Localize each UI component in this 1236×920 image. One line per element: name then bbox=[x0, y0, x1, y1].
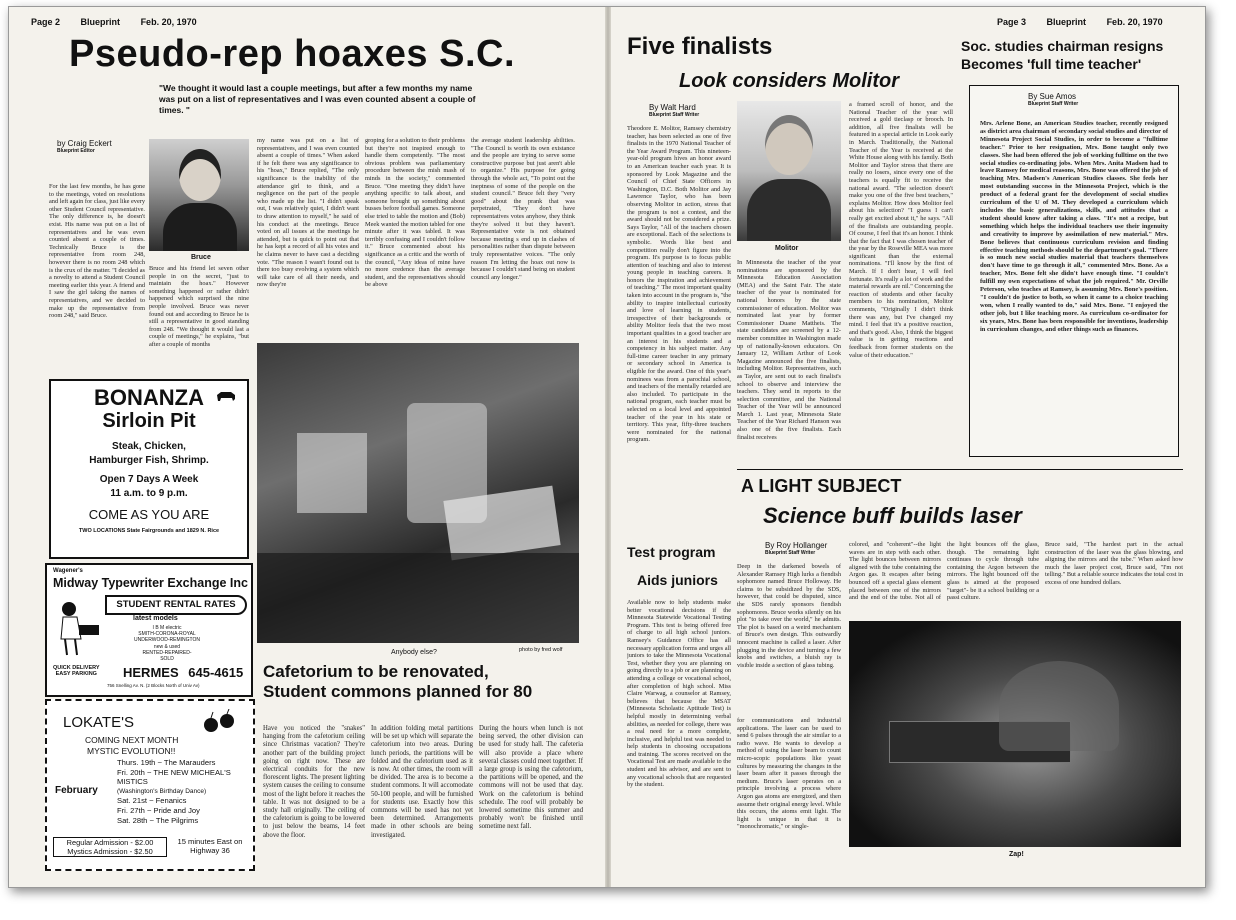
midway-phone-name: HERMES bbox=[123, 665, 179, 680]
midway-delivery: QUICK DELIVERY EASY PARKING bbox=[53, 665, 100, 677]
folio-date: Feb. 20, 1970 bbox=[140, 17, 197, 27]
laser-column-1: Deep in the darkened bowels of Alexander Ramsey High lurks a fiendish sophomore named Bruce Holloway. He claims to be subsidized by the SDS, however, that could be disputed, since the SDS rarely sponsors fiendish sophomores. Bruce works silently on his plot "to take over the world," he admits. The plot is based on a weird mechanism of Bruce's own design. This outwardly innocent machine is called a laser. After plugging in the device and turning a few knobs and switches, a bluish ray is visible inside a section of glass tubing. bbox=[737, 563, 841, 669]
photo-laser bbox=[849, 621, 1181, 847]
soc-studies-body: Mrs. Arlene Bone, an American Studies teacher, recently resigned as district area chairman of secondary social studies and director of Minnesota Project Social Studies, in order to become a "fulltime teacher." Prior to her resignation, Mrs. Bone taught only two classes. She had been offered the job of working fulltime on the two social studies co-ordinating jobs. When Mrs. Anita Madsen had to leave Ramsey for medical reasons, Mrs. Bone was offered the job of teaching Mrs. Madsen's American Studies classes. She feels her most outstanding success in the Minnesota Project, which is the product of a federal grant for the development of social studies curriculum of the U of M. They developed a curriculum which includes the basic generalizations, skills, and attitudes that a student should know after taking a class. "It's not a recipe, but something which helps the individual teachers use their ingenuity and creativity to improve by assimilation of new material." Mrs. Bone believes that continuous curriculum revision and finding effective teaching methods should be the department's goal. "There is so much new social studies material that teachers themselves don't have time to go through it all," commented Mrs. Bone. As a teacher, Mrs. Bone felt she didn't have enough time. "I couldn't fulfill my own expectations of what the job required." Mr. Orville Peterson, who teaches at Ramsey, is assuming Mrs. Bone's position. "I couldn't do justice to both, so when it came to a choice teaching won, when I really wanted to do," said Mrs. Bone. "I enjoyed the other job, but I like teaching more. As curriculum co-ordinator for six years, Mrs. Bone has been responsible for inventions, leadership in curriculum changes, and other things such as finances. bbox=[980, 120, 1168, 333]
kicker-light-subject: A LIGHT SUBJECT bbox=[741, 476, 902, 496]
lokates-admission-mystics: Mystics Admission - $2.50 bbox=[67, 847, 153, 856]
photo-caption-anybody: Anybody else? bbox=[391, 649, 437, 656]
photo-cafetorium bbox=[257, 343, 579, 643]
midway-address: 756 Snelling Av. N. (2 Blocks North of Univ Av) bbox=[107, 683, 200, 688]
section-rule bbox=[737, 469, 1183, 470]
byline-amos bbox=[1028, 92, 1078, 107]
bonanza-hours-2: 11 a.m. to 9 p.m. bbox=[110, 488, 188, 499]
pull-quote: "We thought it would last a couple meetings, but after a few months my name was put on a list of representatives and I was even counted absent a couple of times. " bbox=[159, 83, 476, 115]
photo-caption-bruce: Bruce bbox=[191, 254, 211, 261]
lokates-title: LOKATE'S bbox=[63, 714, 134, 731]
ad-bonanza bbox=[49, 379, 249, 559]
headline-test-program-2: Aids juniors bbox=[637, 572, 718, 588]
midway-owner: Wagener's bbox=[53, 568, 83, 574]
page-2 bbox=[9, 7, 607, 887]
ad-lokates bbox=[45, 699, 255, 871]
bonanza-menu-2: Hamburger Fish, Shrimp. bbox=[89, 455, 209, 466]
folio-paper: Blueprint bbox=[1046, 17, 1087, 27]
photo-caption-molitor: Molitor bbox=[775, 245, 799, 252]
byline-eckert bbox=[57, 139, 112, 154]
folio-page: Page 2 bbox=[31, 17, 61, 27]
bonanza-slogan: COME AS YOU ARE bbox=[88, 507, 210, 522]
headline-test-program-1: Test program bbox=[627, 544, 716, 560]
story-column-4: groping for a solution to their problems but they're not inspired enough to handle them competently. "The most obvious problem was parliamentary procedure between the mish mash of minds in the society," commented Bruce. "One meeting they didn't have anything specific to talk about, and someone brought up something about busses before football games. Someone else tried to table the motion and (Bob) Meek wanted the motion tabled for one minute after it was tabled. It was terribly confusing and I couldn't follow it." Bruce commented about his significance as a critic and the worth of the council, "Any ideas of mine have no more credence than the average student, and the representatives should be above bbox=[365, 137, 465, 289]
byline-title: Blueprint Staff Writer bbox=[765, 550, 816, 556]
byline-title: Blueprint Staff Writer bbox=[649, 112, 700, 118]
bonanza-locations: TWO LOCATIONS State Fairgrounds and 1829 N. Rice bbox=[78, 528, 220, 534]
headline-science-buff: Science buff builds laser bbox=[763, 503, 1022, 528]
lokates-coming: COMING NEXT MONTH bbox=[85, 735, 179, 745]
lokates-event: Fri. 20th ~ THE NEW MICHEAL'S MISTICS bbox=[117, 767, 231, 787]
lokates-event: Fri. 27th ~ Pride and Joy bbox=[117, 805, 200, 815]
headline-five-finalists: Five finalists bbox=[627, 33, 773, 60]
byline-hollanger bbox=[765, 541, 827, 556]
lokates-admission bbox=[53, 837, 167, 857]
byline-name: By Roy Hollanger bbox=[765, 541, 828, 550]
bonanza-title: BONANZA bbox=[94, 385, 204, 410]
folio-right bbox=[997, 17, 1163, 27]
byline-title: Blueprint Editor bbox=[57, 148, 95, 154]
laser-column-2: colored, and "coherent"--the light waves are in step with each other. The light bounces between mirrors aligned with the tube containing the Argon gas. It escapes after being bounced off a special glass element placed between one of the mirrors and the end of the tube. Not all of the light bounces off the glass, though. The remaining light continues to cycle through tube containing the Argon between the mirrors. The light bounced off the glass is aimed at the proposed "target"- be it a school building or a passi culture. bbox=[849, 541, 1039, 602]
headline-cafetorium-2: Student commons planned for 80 bbox=[263, 682, 533, 701]
headline-look-considers: Look considers Molitor bbox=[679, 70, 900, 92]
lokates-location: 15 minutes East on Highway 36 bbox=[177, 837, 243, 855]
story-column-5: the average student leadership abilities. "The Council is worth its own existance and the people are trying to serve some constructive purpose but just aren't able to organize." His purpose for going through the whole act, "To point out the ineptness of some of the people on the student council." Bruce felt they "very good" about the prank that was perpetrated, "They don't have representatives votes anyhow, they think they're solved it but they haven't. Representative vote is not obtained because meeting s end up in clashes of personalities rather than dispute between truly representative voices. "The only reason I'm letting the hoax out now is because I couldn't stand being on student council any longer." bbox=[471, 137, 575, 281]
headline-pseudo-rep: Pseudo-rep hoaxes S.C. bbox=[69, 33, 516, 75]
folio-page: Page 3 bbox=[997, 17, 1027, 27]
photo-bruce bbox=[149, 139, 249, 251]
test-program-body: Available now to help students make better vocational decisions if the Minnesota Statewide Vocational Testing Program. This test is being offered free of charge to all high school juniors. Ramsey's Guidance Office has all necessary application forms and urges all juniors to take the Minnesota Vocational Test, whether they you are planning on going directly to a job or are planning on attending a college or vocational school, after completion of high school. Miss Claire Warwag, a counselor at Ramsey, believes that because the MSAT (Minnesota Scholastic Aptitude Test) is helpful mostly in determining verbal abilities, as needed for college, there was a real need for a more complete, inclusive, and helpful test was needed to help students in choosing occupations and training. The scores received on the Vocational Test are made available to the student and his advisor, and are sent to any vocational schools that are requested by the student. bbox=[627, 599, 731, 789]
steer-icon bbox=[215, 389, 237, 403]
photo-molitor bbox=[737, 101, 841, 241]
midway-models: I B M electric SMITH-CORONA-ROYAL UNDERWOOD-REMINGTON new & used RENTED-REPAIRED- SOLD bbox=[134, 625, 200, 663]
cafetorium-column-1: Have you noticed the "snakes" hanging from the cafetorium ceiling since Christmas vacation? They're another part of the building project going on right now. These are electrical conduits for the new florescent lights. The present lighting system causes the ceiling to consume most of the light before it reaches the table. It was not designed to be a study hall originally. The ceiling of the cafetorium is going to be lowered to just below the beams, 14 feet above the floor. bbox=[263, 725, 365, 839]
page-3 bbox=[609, 7, 1205, 887]
lokates-event: (Washington's Birthday Dance) bbox=[117, 787, 207, 795]
newspaper-spread bbox=[8, 6, 1206, 888]
typist-illustration-icon bbox=[55, 599, 101, 659]
midway-models-title: latest models bbox=[133, 615, 178, 622]
photo-credit: photo by fred wolf bbox=[519, 647, 563, 653]
finalists-column-3: a framed scroll of honor, and the National Teacher of the year will received a gold tieclasp or brooch. In addition, all five finalists will be featured in a special article in Look early in March. Traditionally, the National Teacher of the Year is received at the White House along with his family. Both Molitor and Taylor stress that there are really no losers, since every one of the teachers is equally fit to receive the national award. "The selection doesn't make you one of the five best teachers," explains Molitor. How does Molitor feel about his selection? "I guess I can't really get excited about it," he says. "All of the finalists are outstanding people. Of course, I feel that it's an honor. I think that the fact that I was chosen teacher of the year by the Roseville MEA was more significant than the external nominations. "I'll know by the first of March. If I don't hear, I will feel fortunate. It's really a lot of work and the material rewards are nil." Concerning the reaction of students and other faculty members to his nomination, Molitor comments, "Originally I didn't think there was any, but I've changed my mind. I feel that it's a positive reaction, and that's good. Also, I think the biggest value is in getting reactions and feedback from former students on the value of their education." bbox=[849, 101, 953, 359]
photo-caption-zap: Zap! bbox=[1009, 851, 1024, 858]
laser-column-3: Bruce said, "The hardest part in the actual construction of the laser was the glass blowing, and aligning the mirrors and the tube." When asked how much the laser project cost, Bruce said, "I'm not telling." But a reliable source indicates the total cost in excess of one hundred dollars. bbox=[1045, 541, 1183, 586]
midway-banner: STUDENT RENTAL RATES bbox=[105, 595, 247, 615]
soc-studies-box bbox=[969, 85, 1179, 457]
lokates-admission-regular: Regular Admission - $2.00 bbox=[66, 838, 154, 847]
lokates-events bbox=[117, 758, 247, 825]
apples-icon bbox=[201, 709, 241, 735]
bonanza-menu-1: Steak, Chicken, bbox=[112, 441, 186, 452]
cafetorium-column-2: In addition folding metal partitions will be set up which will separate the cafetorium into two areas. During lunch periods, the partitions will be folded and the cafetorium used as it is now. At other times, the room will be divided. The area is to become a student commons. It will accomodate 50-100 people, and will be furnished for students use. Exactly how this commons will be used has not yet been determined. Arrangements made in other schools are being investigated. bbox=[371, 725, 473, 839]
headline-cafetorium-1: Cafetorium to be renovated, bbox=[263, 662, 489, 681]
midway-phone: 645-4615 bbox=[188, 665, 244, 680]
lokates-month: February bbox=[55, 785, 98, 796]
byline-title: Blueprint Staff Writer bbox=[1028, 101, 1079, 107]
laser-column-low: for communications and industrial applications. The laser can be used to send 6 pulses through the air similar to a radio wave. He wants to develop a method of using the laser beam to count micro-scopic populations like yeast cultures by measuring the changes in the laser beam after it passes through the medium. Bruce's laser operates on a principle involving a process where Argon gas atoms are energized, and then assume their original energy level. While this occurs, the atoms emit light. The light is unique in that it is "monochromatic," or single- bbox=[737, 717, 841, 831]
story-column-3: my name was put on a list of representatives, and I was even counted absent a couple of times." When asked if he felt there was any significance to his "hoax," Bruce replied, "The only significance is the inability of the attendance girl to think, and a negligence on the part of the people who made up the list. "I didn't speak out, I was relatively quiet, I didn't want to draw attention to myself," he said of his conduct at the meetings. Bruce voted on all issues at the meetings he attended, but is quick to point out that he has kept a record of all his votes and he claims never to have cast a deciding vote. "The reason I wasn't found out is there too busy evolving a system which will take care of all their needs, and now they're bbox=[257, 137, 359, 289]
ad-midway bbox=[45, 563, 253, 697]
midway-name: Midway Typewriter Exchange Inc bbox=[53, 576, 248, 590]
byline-name: by Craig Eckert bbox=[57, 139, 112, 148]
lokates-event: Sat. 21st ~ Fenanics bbox=[117, 796, 187, 806]
bonanza-hours-1: Open 7 Days A Week bbox=[99, 474, 199, 485]
bonanza-subtitle: Sirloin Pit bbox=[102, 410, 196, 432]
folio-date: Feb. 20, 1970 bbox=[1106, 17, 1163, 27]
folio-paper: Blueprint bbox=[80, 17, 121, 27]
lokates-evolution: MYSTIC EVOLUTION!! bbox=[87, 746, 176, 756]
byline-hard bbox=[649, 103, 699, 118]
lokates-event: Thurs. 19th ~ The Marauders bbox=[117, 758, 216, 767]
story-column-2: Bruce and his friend let seven other people in on the secret, "just to maintain the hoax." However something happened or rather didn't happened which surprised the nine people involved. Bruce was never found out and according to Bruce he is still a representative in good standing from 248. "We thought it would last a couple of meetings," he explains, "but after a couple of months bbox=[149, 265, 249, 348]
byline-name: By Walt Hard bbox=[649, 103, 696, 112]
lokates-event: Sat. 28th ~ The Pilgrims bbox=[117, 815, 199, 825]
finalists-column-1: Theodore E. Molitor, Ramsey chemistry teacher, has been selected as one of five finalists in the 1970 National Teacher of the Year Award Program. This nineteen-year-old program hives an honor award to an American teacher each year. It is sponsored by Look Magazine and the Council of Chief State Officers in Washington, D.C. Both Molitor and Jay Lawrence Taylor, who has been observing Molitor in action, stress that the program is not a contest, and the award should not be considered a prize. Says Taylor, "All of the teachers chosen are exceptional. Each of the selections is symbolic. Words like best and competition really don't figure into the program. It's purpose is to focus public attention of teaching and also to interest young people in teaching careers. It honors the inspiration and achievement of teaching." The most important quality taken into account in the program is, "the ability to inspire intellectual curiosity and love of learning in students, irrespective of their backgrounds or ability Molitor feels that the two most important qualities in a good teacher are an interest in his students and a competency in his subject matter. Any full-time career teacher in any primary or secondary school in America is eligible for the award. One of this year's nominees was from a parochial school, and teachers of the mentally retarded are also included. To participate in the national program, each teacher must be selected on a local level and appointed teacher of the year in his state or territory. This year, fifty-three teachers were nominated for the national program. bbox=[627, 125, 731, 444]
cafetorium-column-3: During the hours when lunch is not being served, the other division can be used for study hall. The cafeteria will also provide a place where several classes could meet together. If a large group is using the cafetorium, the partitions will be opened, and the commons will not be used that day. Work on the cafetorium is behind schedule. The roof will probably be lowered sometime this summer and probably won't be finished until sometime next fall. bbox=[479, 725, 583, 831]
folio-left bbox=[31, 17, 197, 27]
finalists-column-2: In Minnesota the teacher of the year nominations are sponsored by the Minnesota Education Association (MEA) and the Saint Fair. The state teacher of the year is nominated for national honors by the state commissioner of education. Molitor was nominated last year by former Commissioner Duane Mattheis. The state candidates are screened by a 12-member committee in Washington made up of nationally-known educators. On January 12, William Arthur of Look Magazine announced the five finalists, including Molitor. Representatives, such as Taylor, are sent out to each finalist's school to observe and interview the teachers. They send in reports to the selection committee, and the National Teacher of the Year will be announced March 1. Last year, Minnesota State Teacher of the Year Richard Hanson was also one of the five finalists. Each finalist receives bbox=[737, 259, 841, 441]
story-column-1: For the last few months, he has gone to the meetings, voted on resolutions and left again for class, just like every other Student Council representative. The only difference is, he doesn't exist. His name was put on a list of representatives and he was even counted absent a couple of times. Technically Bruce is the representative from room 248, however there is no room 248 which is the crux of the matter. "I decided as a novelty to attend a Student Council meeting earlier this year. A friend and I saw the girl taking the names of representatives, and we decided to make up the representative from room 248," said Bruce. bbox=[49, 183, 145, 320]
headline-soc-studies-2: Becomes 'full time teacher' bbox=[961, 56, 1142, 72]
midway-phone-line bbox=[123, 665, 243, 680]
headline-soc-studies-1: Soc. studies chairman resigns bbox=[961, 38, 1164, 54]
byline-name: By Sue Amos bbox=[1028, 92, 1077, 101]
